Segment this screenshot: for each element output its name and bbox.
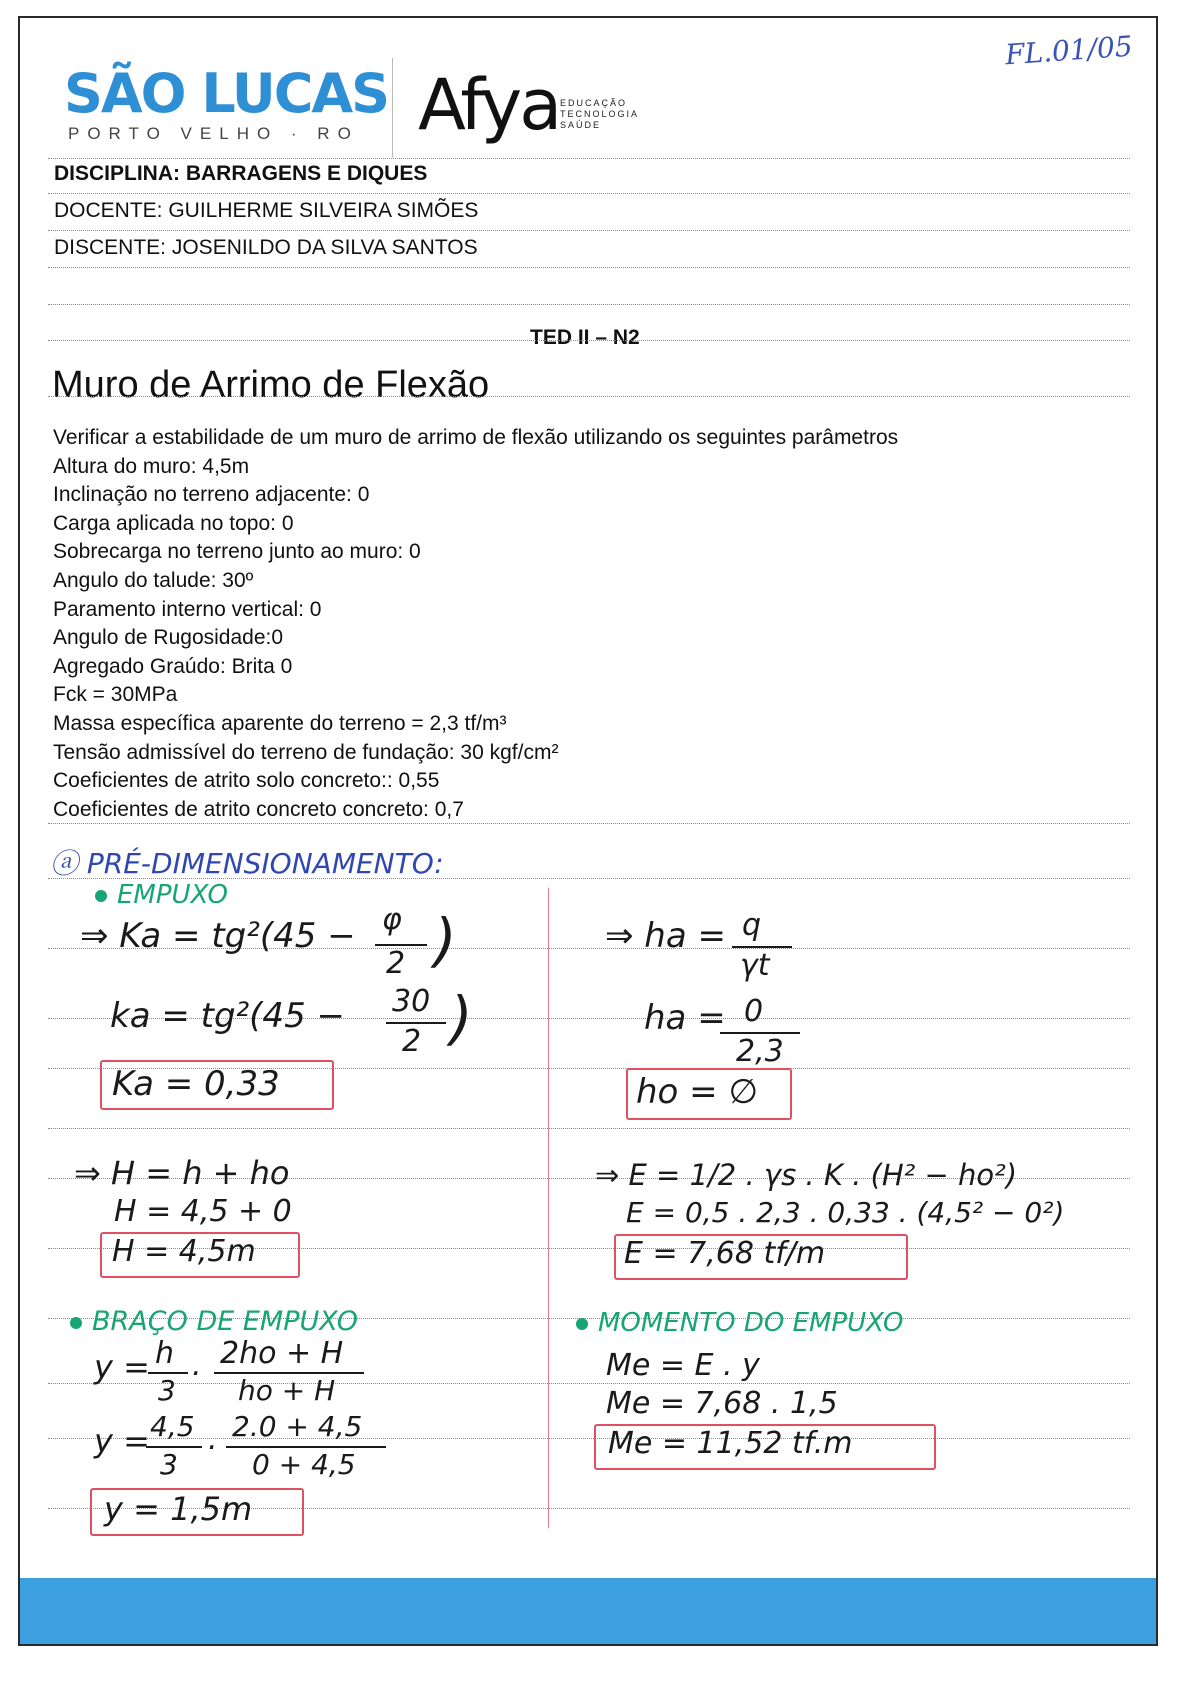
y-formula-3: 3: [158, 1374, 176, 1407]
braco-heading: BRAÇO DE EMPUXO: [70, 1306, 358, 1337]
y-formula: y =: [94, 1348, 150, 1386]
discente-line: DISCENTE: JOSENILDO DA SILVA SANTOS: [54, 236, 478, 259]
param-item: Angulo do talude: 30º: [53, 568, 254, 592]
param-item: Coeficientes de atrito concreto concreto: 0,7: [53, 797, 464, 821]
paren-close: ): [450, 984, 473, 1052]
y-formula-num: 2ho + H: [220, 1336, 344, 1371]
bullet-icon: [95, 890, 107, 902]
ha-sub-num: 0: [744, 994, 764, 1029]
y-substitution: y =: [94, 1422, 150, 1460]
dot-operator: .: [192, 1348, 202, 1383]
parameters-list: [53, 424, 898, 824]
document-page: [18, 16, 1158, 1646]
e-substitution: E = 0,5 . 2,3 . 0,33 . (4,5² − 0²): [626, 1196, 1065, 1229]
paren-close: ): [434, 906, 457, 974]
y-formula-den: ho + H: [238, 1374, 336, 1407]
ho-result: ho = ∅: [636, 1072, 759, 1112]
h-substitution: H = 4,5 + 0: [114, 1194, 292, 1229]
e-formula: ⇒ E = 1/2 . γs . K . (H² − ho²): [595, 1158, 1018, 1192]
y-sub-den: 0 + 4,5: [252, 1448, 356, 1481]
bullet-icon: [576, 1318, 588, 1330]
ha-sub-den: 2,3: [736, 1034, 784, 1069]
divider: [48, 304, 1130, 305]
assignment-code: TED II – N2: [530, 326, 640, 349]
bullet-icon: [70, 1317, 82, 1329]
dot-operator: .: [208, 1422, 218, 1457]
e-result: E = 7,68 tf/m: [624, 1236, 826, 1271]
param-item: Carga aplicada no topo: 0: [53, 511, 294, 535]
y-sub-h: 4,5: [150, 1410, 195, 1443]
sao-lucas-city: PORTO VELHO · RO: [68, 124, 359, 143]
y-sub-3: 3: [160, 1448, 178, 1481]
ka-result: Ka = 0,33: [112, 1064, 280, 1104]
divider: [48, 823, 1130, 824]
param-item: Massa específica aparente do terreno = 2,3 tf/m³: [53, 711, 507, 735]
ka-sub-num: 30: [392, 984, 431, 1019]
param-item: Inclinação no terreno adjacente: 0: [53, 483, 370, 507]
ha-den: γt: [740, 948, 770, 983]
y-result: y = 1,5m: [104, 1490, 253, 1528]
param-item: Altura do muro: 4,5m: [53, 454, 250, 478]
me-result: Me = 11,52 tf.m: [608, 1426, 853, 1461]
afya-tagline: EDUCAÇÃO TECNOLOGIA SAÚDE: [560, 98, 640, 130]
column-divider: [548, 888, 549, 1528]
momento-heading: MOMENTO DO EMPUXO: [576, 1308, 904, 1338]
me-substitution: Me = 7,68 . 1,5: [606, 1386, 838, 1421]
me-formula: Me = E . y: [606, 1348, 760, 1383]
param-item: Agregado Graúdo: Brita 0: [53, 654, 293, 678]
ha-substitution: ha =: [644, 998, 726, 1038]
divider: [48, 267, 1130, 268]
divider: [48, 396, 1130, 397]
param-item: Coeficientes de atrito solo concreto:: 0,55: [53, 769, 440, 793]
ka-substitution: ka = tg²(45 −: [110, 996, 345, 1036]
disciplina-line: DISCIPLINA: BARRAGENS E DIQUES: [54, 162, 428, 185]
param-item: Angulo de Rugosidade:0: [53, 626, 284, 650]
sao-lucas-logo: SÃO LUCAS: [64, 62, 389, 125]
y-sub-num: 2.0 + 4,5: [232, 1410, 363, 1443]
ka-formula-num: φ: [382, 902, 402, 937]
divider: [48, 1383, 1130, 1384]
section-heading: ⓐ PRÉ-DIMENSIONAMENTO:: [50, 847, 444, 880]
intro-text: Verificar a estabilidade de um muro de arrimo de flexão utilizando os seguintes parâmetros: [53, 426, 899, 449]
ha-num: q: [742, 908, 762, 943]
param-item: Tensão admissível do terreno de fundação: 30 kgf/cm²: [53, 740, 559, 764]
param-item: Fck = 30MPa: [53, 683, 178, 707]
folio-number: FL.01/05: [1004, 29, 1134, 72]
afya-logo: Afya: [418, 64, 560, 146]
ka-sub-den: 2: [402, 1024, 422, 1059]
docente-line: DOCENTE: GUILHERME SILVEIRA SIMÕES: [54, 199, 479, 222]
ka-formula: ⇒ Ka = tg²(45 −: [80, 916, 356, 956]
ka-formula-den: 2: [386, 946, 406, 981]
divider: [48, 158, 1130, 159]
divider: [48, 340, 1130, 341]
param-item: Paramento interno vertical: 0: [53, 597, 322, 621]
footer-band: [20, 1578, 1156, 1644]
h-formula: ⇒ H = h + ho: [74, 1154, 290, 1192]
y-formula-h: h: [155, 1336, 175, 1371]
divider: [48, 193, 1130, 194]
ha-formula: ⇒ ha =: [605, 916, 726, 956]
divider: [48, 1128, 1130, 1129]
page-title: Muro de Arrimo de Flexão: [52, 364, 490, 406]
param-item: Sobrecarga no terreno junto ao muro: 0: [53, 540, 421, 564]
h-result: H = 4,5m: [112, 1234, 256, 1269]
logo-divider: [392, 58, 393, 158]
empuxo-heading: EMPUXO: [95, 880, 228, 910]
divider: [48, 230, 1130, 231]
